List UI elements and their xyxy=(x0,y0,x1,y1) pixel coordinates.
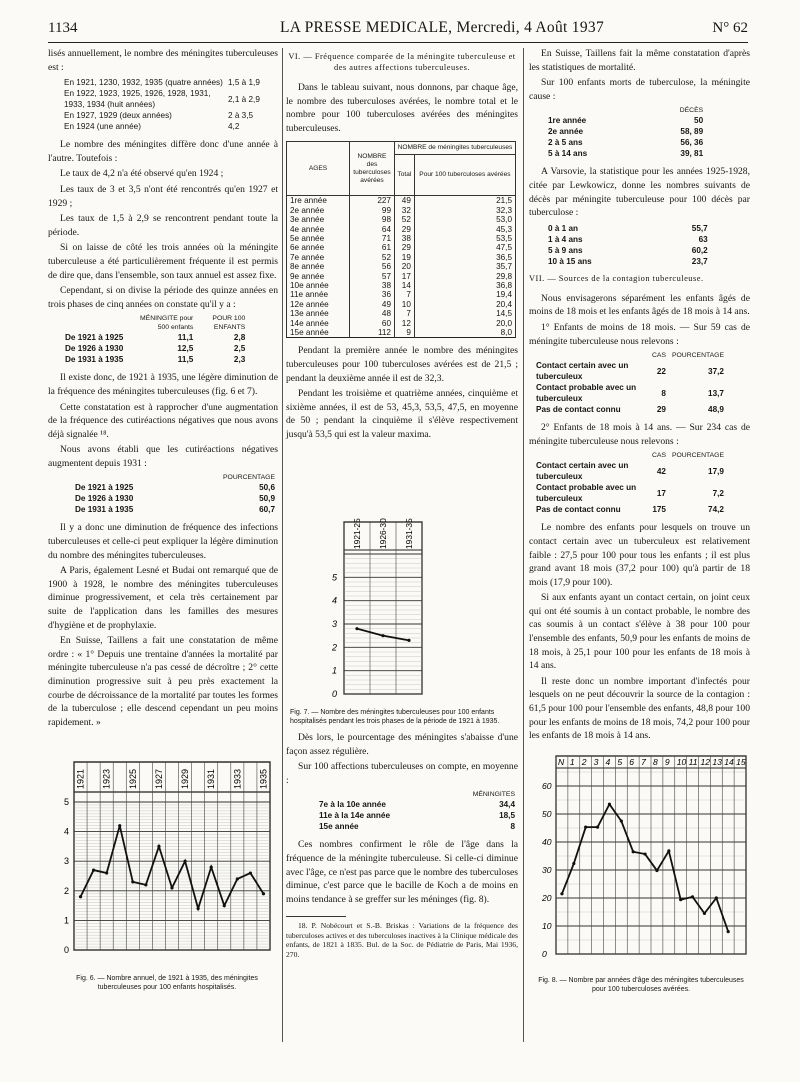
data-point xyxy=(381,634,384,637)
table-cell: 7 xyxy=(395,309,415,318)
data-point xyxy=(620,819,623,822)
cutireaction-table xyxy=(72,473,278,515)
paragraph: Pendant les troisième et quatrième années, cinquième et sixième années, il est de 53, 45,3, 53,5, 47,5, en moyenne de 50 ; pendant la cinquième il s'élève respectivement jusqu'à 53,5 qui est la valeur maxima. xyxy=(286,388,518,441)
column-header: AGES xyxy=(287,142,350,196)
cell: 58, 89 xyxy=(680,127,704,137)
list-value: 4,2 xyxy=(228,122,240,132)
journal-title: LA PRESSE MEDICALE, Mercredi, 4 Août 1937 xyxy=(280,19,605,36)
x-tick-label: 11 xyxy=(688,757,698,767)
table-row xyxy=(287,253,516,262)
paragraph: 2° Enfants de 18 mois à 14 ans. — Sur 234 cas de méningite tuberculeuse nous relevons : xyxy=(529,422,750,447)
cell: 22 xyxy=(656,366,666,376)
column-1 xyxy=(48,47,278,731)
table-cell: 3e année xyxy=(287,215,350,224)
row-label: 0 à 1 an xyxy=(548,223,579,233)
paragraph: Les taux de 3 et 3,5 n'ont été rencontrés qu'en 1927 et 1929 ; xyxy=(48,183,278,209)
paragraph: Sur 100 affections tuberculeuses on compte, en moyenne : xyxy=(286,761,518,786)
cell: 8 xyxy=(510,822,515,832)
table-row xyxy=(287,225,516,234)
cell: 12,5 xyxy=(177,344,194,354)
table-cell: 2e année xyxy=(287,206,350,215)
y-tick-label: 10 xyxy=(542,921,552,931)
table-cell: 57 xyxy=(350,272,395,281)
table-cell: 7e année xyxy=(287,253,350,262)
data-point xyxy=(223,904,226,907)
cell: 37,2 xyxy=(708,366,724,376)
column-header: MÉNINGITE pour 500 enfants xyxy=(140,315,194,332)
y-tick-label: 0 xyxy=(64,945,70,955)
fig8-caption: Fig. 8. — Nombre par années d'âge des méningites tuberculeuses pour 100 tuberculoses avérées. xyxy=(538,977,744,993)
column-3 xyxy=(529,47,750,745)
x-tick-label: 1933 xyxy=(232,768,243,789)
table-row xyxy=(287,272,516,281)
column-2 xyxy=(286,47,518,444)
cell: 17,9 xyxy=(708,466,724,476)
fig7-caption: Fig. 7. — Nombre des méningites tuberculeuses pour 100 enfants hospitalisés pendant les trois phases de la période de 1921 à 1935. xyxy=(290,709,500,725)
y-tick-label: 4 xyxy=(332,595,338,606)
list-item: En 1927, 1929 (deux années) xyxy=(64,111,172,121)
table-cell: 8,0 xyxy=(414,328,515,338)
data-point xyxy=(157,845,160,848)
cell: 60,2 xyxy=(691,245,708,255)
table-row xyxy=(287,206,516,215)
table-row xyxy=(287,196,516,206)
table-cell: 52 xyxy=(350,253,395,262)
table-cell: 61 xyxy=(350,243,395,252)
table-row xyxy=(287,290,516,299)
table-cell: 19 xyxy=(395,253,415,262)
paragraph: Sur 100 enfants morts de tuberculose, la méningite cause : xyxy=(529,77,750,102)
data-point xyxy=(655,869,658,872)
y-tick-label: 4 xyxy=(64,826,70,837)
y-tick-label: 50 xyxy=(542,809,552,819)
table-cell: 49 xyxy=(350,300,395,309)
y-tick-label: 1 xyxy=(64,915,70,926)
y-tick-label: 2 xyxy=(332,642,338,653)
table-cell: 36,5 xyxy=(414,253,515,262)
cell: 17 xyxy=(656,488,666,498)
x-tick-label: 1921-25 xyxy=(352,518,362,549)
fig8-chart xyxy=(532,752,750,964)
data-point xyxy=(236,877,239,880)
cell: 50,9 xyxy=(259,494,275,504)
table-row xyxy=(287,300,516,309)
table-cell: 47,5 xyxy=(414,243,515,252)
data-point xyxy=(572,862,575,865)
table-cell: 10e année xyxy=(287,281,350,290)
table-row xyxy=(287,262,516,271)
paragraph: Dans le tableau suivant, nous donnons, par chaque âge, le nombre des tuberculoses avérées, le nombre total et le nombre pour 100 tuberculoses avérées des méningites tuberculeuses. xyxy=(286,82,518,134)
table-cell: 20,0 xyxy=(414,319,515,328)
paragraph: Il y a donc une diminution de fréquence des infections tuberculeuses et celle-ci peut expliquer la légère diminution du nombre des méningites tuberculeuses. xyxy=(48,522,278,561)
table-cell: 29,8 xyxy=(414,272,515,281)
data-point xyxy=(715,896,718,899)
x-tick-label: 14 xyxy=(724,757,734,767)
data-point xyxy=(560,892,563,895)
paragraph: Cependant, si on divise la période des quinze années en trois phases de cinq années on constate qu'il y a : xyxy=(48,285,278,310)
figure-7 xyxy=(290,518,514,726)
row-label: De 1926 à 1930 xyxy=(75,494,134,504)
rate-list xyxy=(62,77,262,132)
figure-8 xyxy=(532,752,750,994)
row-label: De 1931 à 1935 xyxy=(65,355,124,365)
cell: 55,7 xyxy=(691,223,708,233)
table-row xyxy=(287,319,516,328)
table-cell: 227 xyxy=(350,196,395,206)
table-cell: 13e année xyxy=(287,309,350,318)
table-cell: 32 xyxy=(395,206,415,215)
column-header: POUR 100 ENFANTS xyxy=(212,315,246,332)
table-cell: 99 xyxy=(350,206,395,215)
paragraph: Nous envisagerons séparément les enfants âgés de moins de 18 mois et les enfants âgés de 18 mois à 14 ans. xyxy=(529,292,750,318)
phase-table xyxy=(62,314,248,365)
table-cell: 112 xyxy=(350,328,395,338)
cell: 11,5 xyxy=(177,355,194,365)
figure-6 xyxy=(58,758,276,992)
row-label: De 1921 à 1925 xyxy=(75,483,134,493)
paragraph: Il reste donc un nombre important d'infectés pour lesquels on ne peut découvrir la source de la contagion : 61,5 pour 100 pour l'ensemble des enfants, 48,8 pour 100 pour les enfants de moins de 18 mois, 74,2 pour 100 pour les enfants de 18 mois à 14 ans. xyxy=(529,675,750,742)
table-cell: 11e année xyxy=(287,290,350,299)
table-row xyxy=(287,281,516,290)
paragraph: En Suisse, Taillens fait la même constatation d'après les statistiques de mortalité. xyxy=(529,48,750,73)
data-point xyxy=(197,907,200,910)
y-tick-label: 0 xyxy=(332,689,338,699)
cell: 50 xyxy=(694,116,704,126)
x-tick-label: 8 xyxy=(653,757,658,767)
data-point xyxy=(407,639,410,642)
footnote: 18. P. Nobécourt et S.-B. Briskas : Variations de la fréquence des tuberculoses actives et des tuberculoses inactives à la Clinique médicale des enfants, de 1821 à 1835. Bul. de la Soc. de Pédiatrie de Paris, Mai 1936, 270. xyxy=(286,921,518,959)
table-cell: 15e année xyxy=(287,328,350,338)
table-row xyxy=(287,234,516,243)
paragraph: Si aux enfants ayant un contact certain, on joint ceux qui ont été soumis à un contact probable, le nombre des cas soumis à un contact s'élève à 38 pour 100 pour l'ensemble des enfants, 50,9 pour les enfants de moins de 18 mois, à 25,1 pour 100 pour les enfants de 18 mois à 14 ans. xyxy=(529,592,750,672)
paragraph: A Paris, également Lesné et Budai ont remarqué que de 1900 à 1928, le nombre des méningites tuberculeuses diminue progressivement, et cela très certainement par suite de l'application dans les familles des mesures d'hygiène et de prophylaxie. xyxy=(48,565,278,631)
column-2-lower xyxy=(286,731,518,961)
data-point xyxy=(131,880,134,883)
paragraph: 1° Enfants de moins de 18 mois. — Sur 59 cas de méningite tuberculeuse nous relevons : xyxy=(529,321,750,347)
table-cell: 36,8 xyxy=(414,281,515,290)
cell: 2,3 xyxy=(233,355,246,365)
x-tick-label: 7 xyxy=(641,757,646,767)
row-label: De 1931 à 1935 xyxy=(75,505,134,515)
cell: 7,2 xyxy=(712,488,724,498)
paragraph: Le taux de 4,2 n'a été observé qu'en 1924 ; xyxy=(60,168,224,180)
table-cell: 98 xyxy=(350,215,395,224)
cell: 175 xyxy=(652,505,666,515)
table-cell: 36 xyxy=(350,290,395,299)
footnote-rule xyxy=(286,916,346,917)
column-header: POURCENTAGE xyxy=(671,352,724,360)
table-row xyxy=(287,328,516,338)
cell: 29 xyxy=(656,405,666,415)
data-point xyxy=(643,852,646,855)
x-tick-label: 9 xyxy=(664,757,670,767)
x-tick-label: 1923 xyxy=(101,768,112,789)
y-tick-label: 1 xyxy=(332,665,338,676)
table-cell: 8e année xyxy=(287,262,350,271)
data-point xyxy=(170,886,173,889)
fig6-chart xyxy=(58,758,276,956)
table-cell: 9e année xyxy=(287,272,350,281)
table-cell: 64 xyxy=(350,225,395,234)
data-point xyxy=(118,824,121,827)
cell: 56, 36 xyxy=(680,138,704,148)
table-cell: 9 xyxy=(395,328,415,338)
table-cell: 7 xyxy=(395,290,415,299)
column-rule xyxy=(282,48,283,1042)
table-cell: 6e année xyxy=(287,243,350,252)
data-point xyxy=(608,803,611,806)
y-tick-label: 2 xyxy=(64,885,70,896)
row-label: Pas de contact connu xyxy=(536,405,621,415)
section-title: VI. — Fréquence comparée de la méningite tuberculeuse et des autres affections tuberculeuses. xyxy=(288,52,516,72)
x-tick-label: N xyxy=(558,757,565,767)
data-point xyxy=(355,627,358,630)
column-header: POURCENTAGE xyxy=(223,474,275,482)
row-label: 2e année xyxy=(548,127,584,137)
x-tick-label: 6 xyxy=(629,757,635,767)
data-point xyxy=(92,868,95,871)
table-cell: 29 xyxy=(395,225,415,234)
table-cell: 35,7 xyxy=(414,262,515,271)
paragraph: lisés annuellement, le nombre des méningites tuberculeuses est : xyxy=(48,48,278,73)
y-tick-label: 30 xyxy=(542,865,552,875)
issue-number: N° 62 xyxy=(712,20,748,36)
table-cell: 14e année xyxy=(287,319,350,328)
data-point xyxy=(144,883,147,886)
table-cell: 10 xyxy=(395,300,415,309)
list-value: 2,1 à 2,9 xyxy=(228,94,260,104)
x-tick-label: 12 xyxy=(700,757,711,767)
column-header: DÉCÈS xyxy=(679,107,704,115)
cell: 48,9 xyxy=(708,405,724,415)
x-tick-label: 3 xyxy=(593,757,599,767)
column-header: MÉNINGITES xyxy=(472,791,515,799)
paragraph: Cette constatation est à rapprocher d'une augmentation de la fréquence des cutiréactions négatives que nous avons déjà signalée ¹⁸. xyxy=(48,401,278,440)
cell: 39, 81 xyxy=(680,149,704,159)
y-tick-label: 5 xyxy=(64,797,70,807)
y-tick-label: 0 xyxy=(542,949,547,959)
y-tick-label: 60 xyxy=(542,781,552,791)
table-cell: 19,4 xyxy=(414,290,515,299)
table-cell: 4e année xyxy=(287,225,350,234)
y-tick-label: 5 xyxy=(332,572,338,583)
row-label: Contact probable avec un tuberculeux xyxy=(536,383,637,404)
data-point xyxy=(679,898,682,901)
paragraph: Il existe donc, de 1921 à 1935, une légère diminution de la fréquence des méningites tuberculeuses (fig. 6 et 7). xyxy=(48,372,278,397)
data-point xyxy=(667,849,670,852)
y-tick-label: 20 xyxy=(542,893,552,903)
fig7-chart xyxy=(290,518,514,702)
table-row xyxy=(287,309,516,318)
varsovie-table xyxy=(545,223,711,267)
cell: 13,7 xyxy=(708,388,724,398)
table-cell: 38 xyxy=(350,281,395,290)
list-item: En 1921, 1230, 1932, 1935 (quatre années) xyxy=(64,78,223,88)
data-point xyxy=(703,912,706,915)
x-tick-label: 1 xyxy=(569,757,575,767)
row-label: Contact certain avec un tuberculeux xyxy=(536,461,629,482)
table-cell: 45,3 xyxy=(414,225,515,234)
column-header: Pour 100 tuberculoses avérées xyxy=(414,155,515,196)
x-tick-label: 1921 xyxy=(75,768,86,789)
cell: 50,6 xyxy=(259,483,275,493)
cell: 8 xyxy=(661,388,666,398)
row-label: 10 à 15 ans xyxy=(548,256,592,266)
column-header: NOMBRE de méningites tuberculeuses xyxy=(395,142,516,155)
table-cell: 21,5 xyxy=(414,196,515,206)
table-row xyxy=(287,243,516,252)
y-tick-label: 40 xyxy=(542,837,552,847)
row-label: 11e à la 14e année xyxy=(319,811,391,821)
page-header xyxy=(48,18,748,43)
plot-frame xyxy=(74,762,270,950)
list-item: En 1922, 1923, 1925, 1926, 1928, 1931, 1933, 1934 (huit années) xyxy=(64,89,211,110)
row-label: 5 à 9 ans xyxy=(548,245,583,255)
data-point xyxy=(79,895,82,898)
table-cell: 29 xyxy=(395,243,415,252)
table-cell: 48 xyxy=(350,309,395,318)
table-cell: 32,3 xyxy=(414,206,515,215)
paragraph: Ces nombres confirment le rôle de l'âge dans la fréquence de la méningite tuberculeuse. Si celle-ci diminue avec l'âge, ce n'est pas parce que le nombre des tuberculoses diminue, c'est parce que le bacille de Koch a de moins en moins tendance à se greffer sur les méninges (fig. 8). xyxy=(286,839,518,905)
x-tick-label: 1935 xyxy=(258,768,269,789)
row-label: 2 à 5 ans xyxy=(548,138,583,148)
data-point xyxy=(596,826,599,829)
paragraph: Le nombre des méningites diffère donc d'une année à l'autre. Toutefois : xyxy=(48,139,278,164)
row-label: 1re année xyxy=(548,116,587,126)
column-header: Total xyxy=(395,155,415,196)
x-tick-label: 13 xyxy=(712,757,722,767)
table-cell: 14 xyxy=(395,281,415,290)
paragraph: Si on laisse de côté les trois années où la méningite tuberculeuse a été particulièrement fréquente il est permis de dire que, dans l'ensemble, son taux annuel est assez fixe. xyxy=(48,242,278,281)
x-tick-label: 2 xyxy=(581,757,587,767)
table-cell: 20,4 xyxy=(414,300,515,309)
cell: 74,2 xyxy=(708,505,724,515)
row-label: Contact certain avec un tuberculeux xyxy=(536,361,629,382)
age-table xyxy=(286,141,516,338)
table-cell: 53,0 xyxy=(414,215,515,224)
table-cell: 38 xyxy=(395,234,415,243)
table-cell: 17 xyxy=(395,272,415,281)
paragraph: Le nombre des enfants pour lesquels on trouve un contact certain avec un tuberculeux est relativement faible : 27,5 pour 100 pour tous les enfants ; il est plus grand avant 18 mois (37,2 pour 100) qu'à partir de 18 mois (17,9 pour 100). xyxy=(529,522,750,588)
column-header: NOMBRE des tuberculoses avérées xyxy=(350,142,395,196)
table-cell: 14,5 xyxy=(414,309,515,318)
cell: 42 xyxy=(656,466,666,476)
cell: 23,7 xyxy=(691,256,708,266)
table-cell: 71 xyxy=(350,234,395,243)
row-label: Pas de contact connu xyxy=(536,505,621,515)
table-cell: 1re année xyxy=(287,196,350,206)
paragraph: Nous avons établi que les cutiréactions négatives augmentent depuis 1931 : xyxy=(48,444,278,469)
x-tick-label: 1931-35 xyxy=(404,518,414,549)
data-point xyxy=(210,866,213,869)
cell: 18,5 xyxy=(499,811,515,821)
data-point xyxy=(584,826,587,829)
cell: 2,8 xyxy=(233,333,246,343)
data-point xyxy=(632,850,635,853)
row-label: 5 à 14 ans xyxy=(548,149,588,159)
table-cell: 12 xyxy=(395,319,415,328)
paragraph: Les taux de 1,5 à 2,9 se rencontrent pendant toute la période. xyxy=(48,213,278,238)
row-label: Contact probable avec un tuberculeux xyxy=(536,483,637,504)
column-header: CAS xyxy=(652,452,666,460)
data-point xyxy=(105,871,108,874)
x-tick-label: 10 xyxy=(676,757,687,767)
table-cell: 5e année xyxy=(287,234,350,243)
y-tick-label: 3 xyxy=(64,856,70,867)
x-tick-label: 1927 xyxy=(153,768,164,789)
x-tick-label: 5 xyxy=(617,757,623,767)
column-header: CAS xyxy=(652,352,666,360)
paragraph: En Suisse, Taillens a fait une constatation de même ordre : « 1° Depuis une trentaine d'années la mortalité par méningite tuberculeuse n'a pas cessé de décroître ; 2° cette diminution progressive suit à peu près exactement la courbe de décroissance de la mortalité par toutes les formes de la tuberculose ; elle descend cependant un peu moins rapidement. » xyxy=(48,635,278,728)
row-label: 15e année xyxy=(319,822,359,832)
x-tick-label: 1929 xyxy=(180,768,191,789)
list-value: 2 à 3,5 xyxy=(228,111,254,121)
cell: 11,1 xyxy=(177,333,194,343)
x-tick-label: 15 xyxy=(736,757,746,767)
table-cell: 53,5 xyxy=(414,234,515,243)
table-cell: 49 xyxy=(395,196,415,206)
contact-table-2 xyxy=(533,451,727,515)
y-tick-label: 3 xyxy=(332,619,338,629)
column-rule xyxy=(523,48,524,1042)
row-label: De 1926 à 1930 xyxy=(65,344,124,354)
x-tick-label: 1925 xyxy=(127,768,138,789)
x-tick-label: 1931 xyxy=(206,768,217,789)
table-cell: 52 xyxy=(395,215,415,224)
list-item: En 1924 (une année) xyxy=(64,122,141,132)
x-tick-label: 1926-30 xyxy=(378,518,388,549)
table-cell: 12e année xyxy=(287,300,350,309)
table-cell: 20 xyxy=(395,262,415,271)
data-point xyxy=(249,871,252,874)
paragraph: Pendant la première année le nombre des méningites tuberculeuses pour 100 tuberculoses avérées est de 21,5 ; pendant la deuxième année il est de 32,3. xyxy=(286,345,518,384)
page-number: 1134 xyxy=(48,20,78,36)
list-value: 1,5 à 1,9 xyxy=(228,78,260,88)
data-point xyxy=(262,892,265,895)
cell: 60,7 xyxy=(259,505,275,515)
paragraph: A Varsovie, la statistique pour les années 1925-1928, citée par Lewkowicz, donne les nombres suivants de décès par méningite tuberculeuse pour 100 décès par tuberculose : xyxy=(529,166,750,219)
fig6-caption: Fig. 6. — Nombre annuel, de 1921 à 1935, des méningites tuberculeuses pour 100 enfants hospitalisés. xyxy=(76,975,258,991)
paragraph: Dès lors, le pourcentage des méningites s'abaisse d'une façon assez régulière. xyxy=(286,732,518,757)
contact-table-1 xyxy=(533,351,727,415)
data-point xyxy=(727,930,730,933)
cell: 63 xyxy=(698,234,708,244)
cell: 2,5 xyxy=(233,344,246,354)
cell: 34,4 xyxy=(499,800,515,810)
row-label: De 1921 à 1925 xyxy=(65,333,124,343)
table-cell: 56 xyxy=(350,262,395,271)
meningites-table xyxy=(316,790,518,832)
deces-table xyxy=(545,106,706,159)
x-tick-label: 4 xyxy=(605,757,611,767)
row-label: 1 à 4 ans xyxy=(548,234,583,244)
column-header: POURCENTAGE xyxy=(671,452,724,460)
table-cell: 60 xyxy=(350,319,395,328)
data-point xyxy=(691,895,694,898)
table-row xyxy=(287,215,516,224)
section-title: VII. — Sources de la contagion tuberculeuse. xyxy=(529,273,704,283)
data-point xyxy=(183,860,186,863)
row-label: 7e à la 10e année xyxy=(319,800,386,810)
